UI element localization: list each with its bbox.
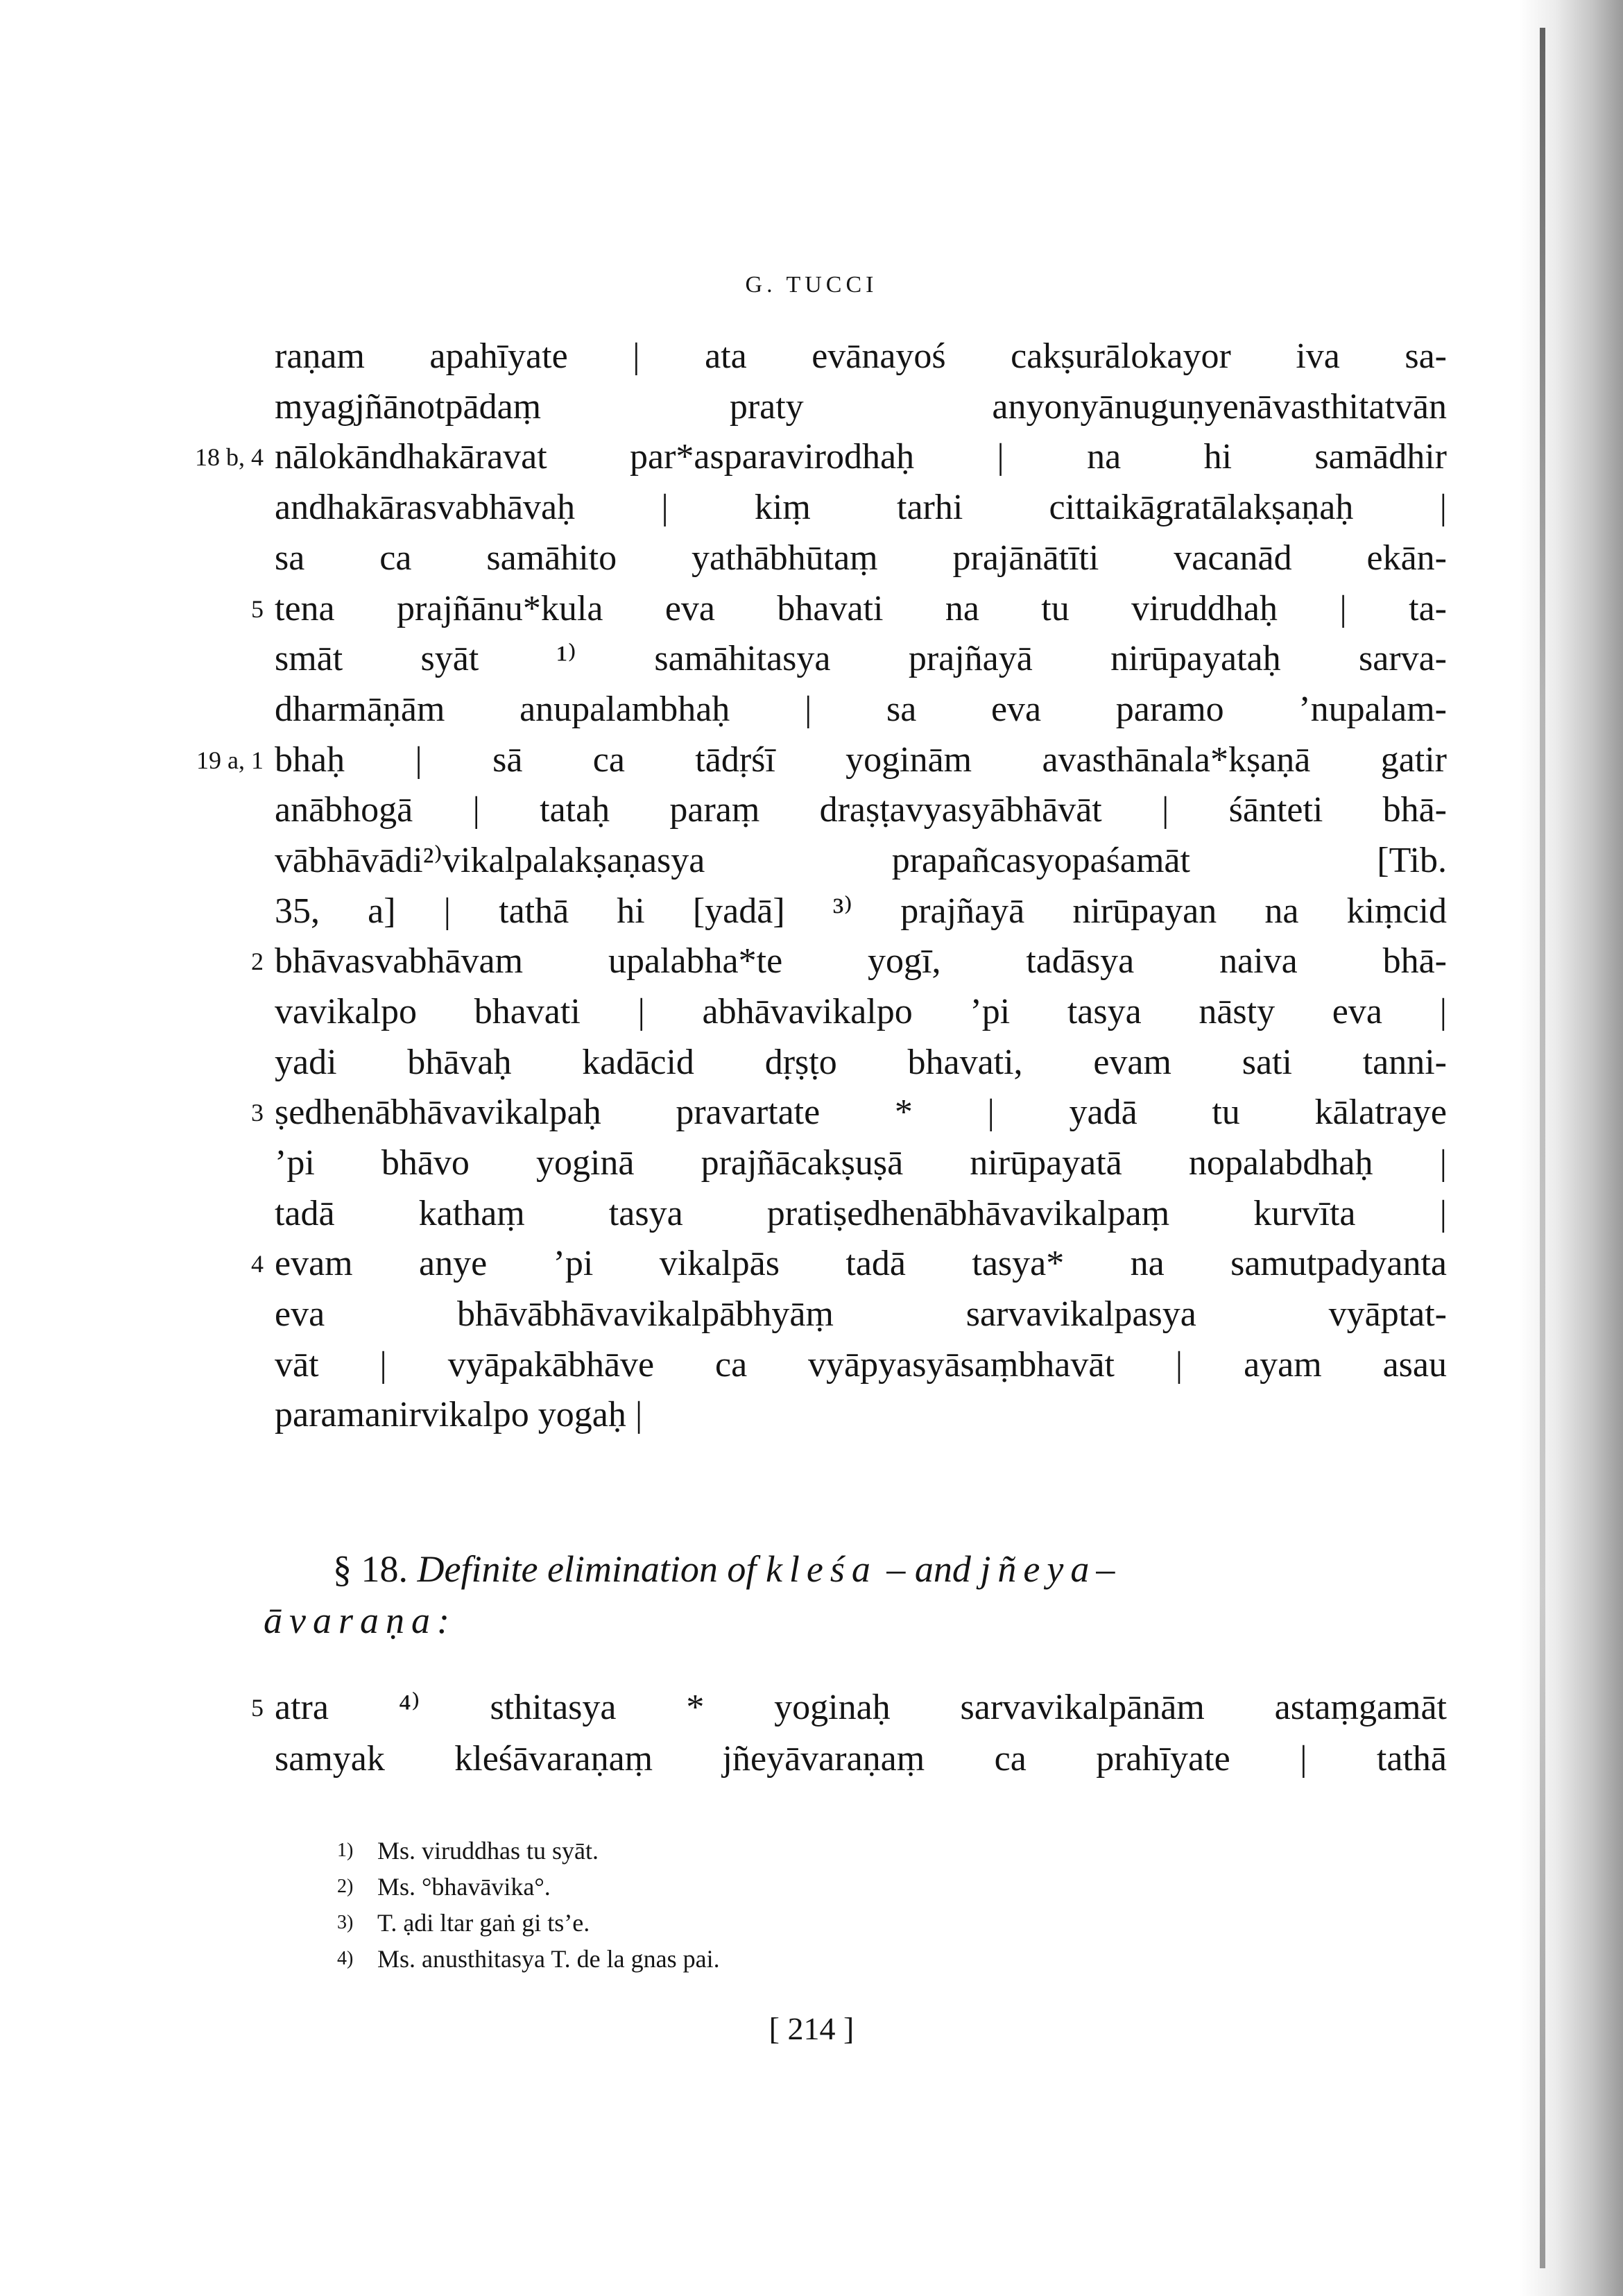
text-line: tadā kathaṃ tasya pratiṣedhenābhāvavikalpaṃ kurvīta | — [275, 1194, 1447, 1233]
margin-ref — [139, 332, 264, 382]
text-line: andhakārasvabhāvaḥ | kiṃ tarhi cittaikāgratālakṣaṇaḥ | — [275, 488, 1447, 527]
section-title: Definite elimination of — [417, 1548, 757, 1590]
text-line: nālokāndhakāravat par*asparavirodhaḥ | na hi samādhir — [275, 437, 1447, 477]
footnote-text: Ms. anusthitasya T. de la gnas pai. — [377, 1945, 720, 1973]
section-term-avarana: āvaraṇa: — [264, 1600, 456, 1641]
margin-ref — [139, 1189, 264, 1239]
margin-ref — [139, 483, 264, 533]
text-line: tena prajñānu*kula eva bhavati na tu viruddhaḥ | ta- — [275, 589, 1447, 628]
margin-ref — [139, 1138, 264, 1188]
margin-ref: 4 — [251, 1250, 264, 1278]
section-heading-line-1 — [333, 1543, 1443, 1595]
text-line: 35, a] | tathā hi [yadā] ³⁾ prajñayā nirūpayan na kiṃcid — [275, 891, 1447, 931]
margin-ref — [139, 634, 264, 684]
footnote-text: Ms. viruddhas tu syāt. — [377, 1837, 599, 1865]
scan-edge-shadow — [1519, 0, 1623, 2296]
margin-ref — [139, 685, 264, 735]
text-line: vābhāvādi²⁾vikalpalakṣaṇasya prapañcasyopaśamāt [Tib. — [275, 841, 1447, 880]
text-line: ṣedhenābhāvavikalpaḥ pravartate * | yadā tu kālatraye — [275, 1093, 1447, 1132]
text-line: anābhogā | tataḥ paraṃ draṣṭavyasyābhāvāt | śānteti bhā- — [275, 790, 1447, 830]
text-line: paramanirvikalpo yogaḥ | — [275, 1395, 643, 1434]
text-line: yadi bhāvaḥ kadācid dṛṣṭo bhavati, evam sati tanni- — [275, 1043, 1447, 1082]
footnote-text: T. ạdi ltar gaṅ gi ts’e. — [377, 1909, 590, 1937]
margin-ref — [139, 533, 264, 583]
running-head: G. TUCCI — [745, 272, 878, 298]
footnote — [337, 1869, 1308, 1905]
margin-ref: 3 — [251, 1099, 264, 1126]
margin-ref: 5 — [251, 595, 264, 623]
margin-ref — [139, 987, 264, 1037]
footnote-mark: 2) — [337, 1876, 354, 1897]
text-line: ’pi bhāvo yoginā prajñācakṣuṣā nirūpayatā nopalabdhaḥ | — [275, 1143, 1447, 1183]
footnote-mark: 4) — [337, 1948, 354, 1969]
margin-ref — [139, 1038, 264, 1088]
margin-ref: 2 — [251, 948, 264, 975]
footnote-mark: 1) — [337, 1840, 354, 1861]
text-line: bhaḥ | sā ca tādṛśī yoginām avasthānala*kṣaṇā gatir — [275, 740, 1447, 780]
text-line: dharmāṇām anupalambhaḥ | sa eva paramo ’nupalam- — [275, 689, 1447, 729]
margin-ref — [139, 836, 264, 886]
text-line: vavikalpo bhavati | abhāvavikalpo ’pi tasya nāsty eva | — [275, 992, 1447, 1031]
margin-ref — [139, 886, 264, 936]
footnote — [337, 1905, 1308, 1941]
footnote-text: Ms. °bhavāvika°. — [377, 1873, 551, 1901]
footnote — [337, 1833, 1308, 1869]
text-line: sa ca samāhito yathābhūtaṃ prajānātīti vacanād ekān- — [275, 538, 1447, 578]
text-line: myagjñānotpādaṃ praty anyonyānuguṇyenāvasthitatvān — [275, 387, 1447, 427]
footnotes — [337, 1833, 1308, 1977]
section-heading-line-2 — [264, 1595, 1443, 1646]
text-line: bhāvasvabhāvam upalabha*te yogī, tadāsya naiva bhā- — [275, 941, 1447, 981]
footnote-mark: 3) — [337, 1912, 354, 1933]
margin-ref: 5 — [251, 1694, 264, 1722]
margin-ref — [139, 1340, 264, 1390]
scan-edge-line — [1540, 28, 1545, 2268]
section-number: § 18. — [333, 1548, 408, 1590]
footnote — [337, 1941, 1308, 1977]
margin-ref: 18 b, 4 — [195, 443, 264, 471]
text-line: raṇam apahīyate | ata evānayoś cakṣurālokayor iva sa- — [275, 336, 1447, 376]
section-heading — [264, 1543, 1443, 1646]
text-line: vāt | vyāpakābhāve ca vyāpyasyāsaṃbhavāt | ayam asau — [275, 1345, 1447, 1385]
page-number: [ 214 ] — [768, 2011, 855, 2046]
margin-ref — [139, 1734, 264, 1784]
text-line: smāt syāt ¹⁾ samāhitasya prajñayā nirūpayataḥ sarva- — [275, 639, 1447, 678]
text-line: atra ⁴⁾ sthitasya * yoginaḥ sarvavikalpānām astaṃgamāt — [275, 1688, 1447, 1727]
margin-ref — [139, 785, 264, 835]
margin-ref: 19 a, 1 — [196, 746, 264, 774]
text-line: eva bhāvābhāvavikalpābhyāṃ sarvavikalpasya vyāptat- — [275, 1294, 1447, 1334]
section-dash: – and — [886, 1548, 971, 1590]
margin-ref — [139, 1390, 264, 1440]
section-term-klesa: kleśa — [765, 1548, 877, 1590]
margin-ref — [139, 382, 264, 432]
margin-ref — [139, 1290, 264, 1339]
text-line: samyak kleśāvaraṇaṃ jñeyāvaraṇaṃ ca prahīyate | tathā — [275, 1739, 1447, 1779]
section-term-jneya: jñeya– — [980, 1548, 1122, 1590]
text-line: evam anye ’pi vikalpās tadā tasya* na samutpadyanta — [275, 1244, 1447, 1283]
